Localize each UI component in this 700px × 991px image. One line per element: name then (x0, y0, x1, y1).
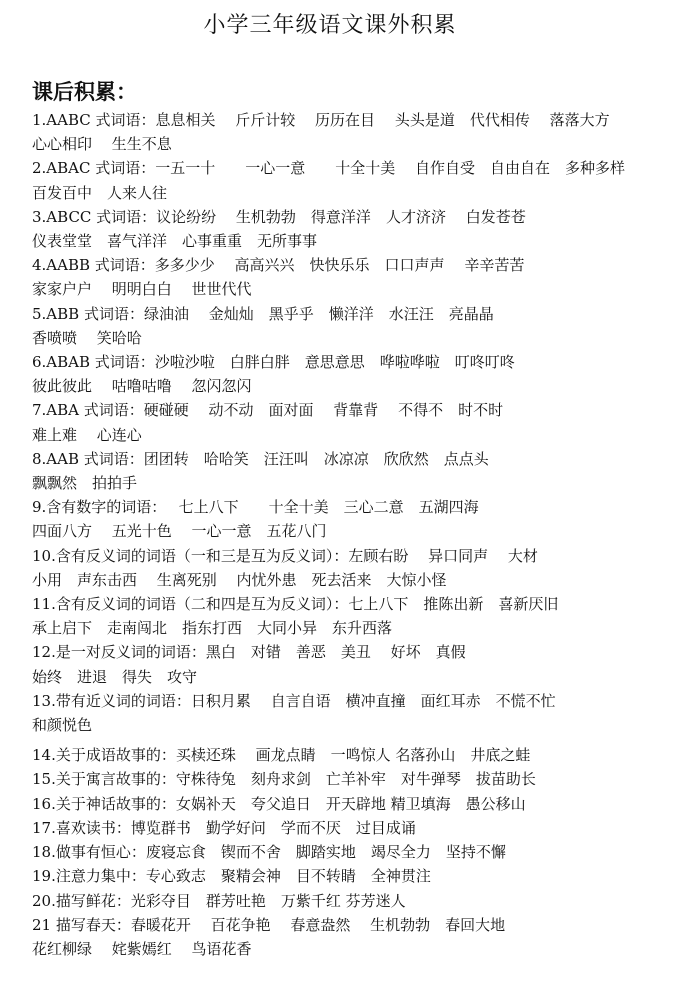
item-line: 6.ABAB 式词语：沙啦沙啦 白胖白胖 意思意思 哗啦哗啦 叮咚叮咚 (32, 353, 515, 372)
item-continuation-line: 百发百中 人来人往 (32, 183, 168, 202)
item-line: 16.关于神话故事的：女娲补天 夸父追日 开天辟地 精卫填海 愚公移山 (32, 794, 526, 813)
page-title: 小学三年级语文课外积累 (203, 13, 457, 38)
item-line: 13.带有近义词的词语：日积月累 自言自语 横冲直撞 面红耳赤 不慌不忙 (32, 691, 556, 710)
word-list (32, 108, 694, 961)
item-continuation-line: 家家户户 明明白白 世世代代 (32, 280, 252, 299)
item-continuation-line: 飘飘然 拍拍手 (32, 474, 138, 493)
item-continuation-line: 心心相印 生生不息 (32, 135, 172, 154)
item-continuation-line: 承上启下 走南闯北 指东打西 大同小异 东升西落 (32, 619, 393, 638)
list-item (32, 792, 694, 816)
item-line: 18.做事有恒心：废寝忘食 锲而不舍 脚踏实地 竭尽全力 坚持不懈 (32, 843, 506, 862)
item-line: 10.含有反义词的词语（一和三是互为反义词）：左顾右盼 异口同声 大材 (32, 546, 538, 565)
list-item (32, 816, 694, 840)
item-line: 7.ABA 式词语：硬碰硬 动不动 面对面 背靠背 不得不 时不时 (32, 401, 504, 420)
list-item (32, 592, 694, 640)
list-item (32, 864, 694, 888)
item-continuation-line: 花红柳绿 姹紫嫣红 鸟语花香 (32, 939, 252, 958)
item-continuation-line: 始终 进退 得失 攻守 (32, 667, 198, 686)
list-item (32, 743, 694, 767)
item-line: 11.含有反义词的词语（二和四是互为反义词）：七上八下 推陈出新 喜新厌旧 (32, 595, 559, 614)
list-item (32, 156, 694, 204)
item-line: 9.含有数字的词语： 七上八下 十全十美 三心二意 五湖四海 (32, 498, 479, 517)
list-item (32, 889, 694, 913)
item-line: 15.关于寓言故事的：守株待兔 刻舟求剑 亡羊补牢 对牛弹琴 拔苗助长 (32, 770, 536, 789)
list-item (32, 350, 694, 398)
list-item (32, 840, 694, 864)
list-item (32, 544, 694, 592)
item-line: 14.关于成语故事的：买椟还珠 画龙点睛 一鸣惊人 名落孙山 井底之蛙 (32, 746, 531, 765)
item-line: 4.AABB 式词语：多多少少 高高兴兴 快快乐乐 口口声声 辛辛苦苦 (32, 256, 525, 275)
item-continuation-line: 香喷喷 笑哈哈 (32, 328, 142, 347)
item-line: 17.喜欢读书：博览群书 勤学好问 学而不厌 过目成诵 (32, 818, 416, 837)
list-item (32, 447, 694, 495)
item-line: 2.ABAC 式词语：一五一十 一心一意 十全十美 自作自受 自由自在 多种多样 (32, 159, 626, 178)
item-continuation-line: 难上难 心连心 (32, 425, 142, 444)
list-item (32, 913, 694, 961)
list-item (32, 398, 694, 446)
item-line: 19.注意力集中：专心致志 聚精会神 目不转睛 全神贯注 (32, 867, 431, 886)
list-item (32, 767, 694, 791)
item-line: 20.描写鲜花：光彩夺目 群芳吐艳 万紫千红 芬芳迷人 (32, 891, 406, 910)
list-item (32, 302, 694, 350)
list-item (32, 253, 694, 301)
item-continuation-line: 仪表堂堂 喜气洋洋 心事重重 无所事事 (32, 232, 318, 251)
item-line: 12.是一对反义词的词语：黑白 对错 善恶 美丑 好坏 真假 (32, 643, 466, 662)
list-item (32, 689, 694, 737)
item-line: 8.AAB 式词语：团团转 哈哈笑 汪汪叫 冰凉凉 欣欣然 点点头 (32, 449, 489, 468)
item-continuation-line: 小用 声东击西 生离死别 内忧外患 死去活来 大惊小怪 (32, 570, 447, 589)
item-continuation-line: 四面八方 五光十色 一心一意 五花八门 (32, 522, 327, 541)
section-heading: 课后积累： (32, 79, 137, 104)
item-continuation-line: 和颜悦色 (32, 716, 93, 735)
list-item (32, 640, 694, 688)
item-line: 21 描写春天：春暖花开 百花争艳 春意盎然 生机勃勃 春回大地 (32, 915, 506, 934)
list-item (32, 205, 694, 253)
item-line: 1.AABC 式词语：息息相关 斤斤计较 历历在目 头头是道 代代相传 落落大方 (32, 111, 610, 129)
list-item (32, 108, 694, 156)
item-line: 3.ABCC 式词语：议论纷纷 生机勃勃 得意洋洋 人才济济 白发苍苍 (32, 207, 526, 226)
list-item (32, 495, 694, 543)
item-continuation-line: 彼此彼此 咕噜咕噜 忽闪忽闪 (32, 377, 252, 396)
item-line: 5.ABB 式词语：绿油油 金灿灿 黑乎乎 懒洋洋 水汪汪 亮晶晶 (32, 304, 494, 323)
